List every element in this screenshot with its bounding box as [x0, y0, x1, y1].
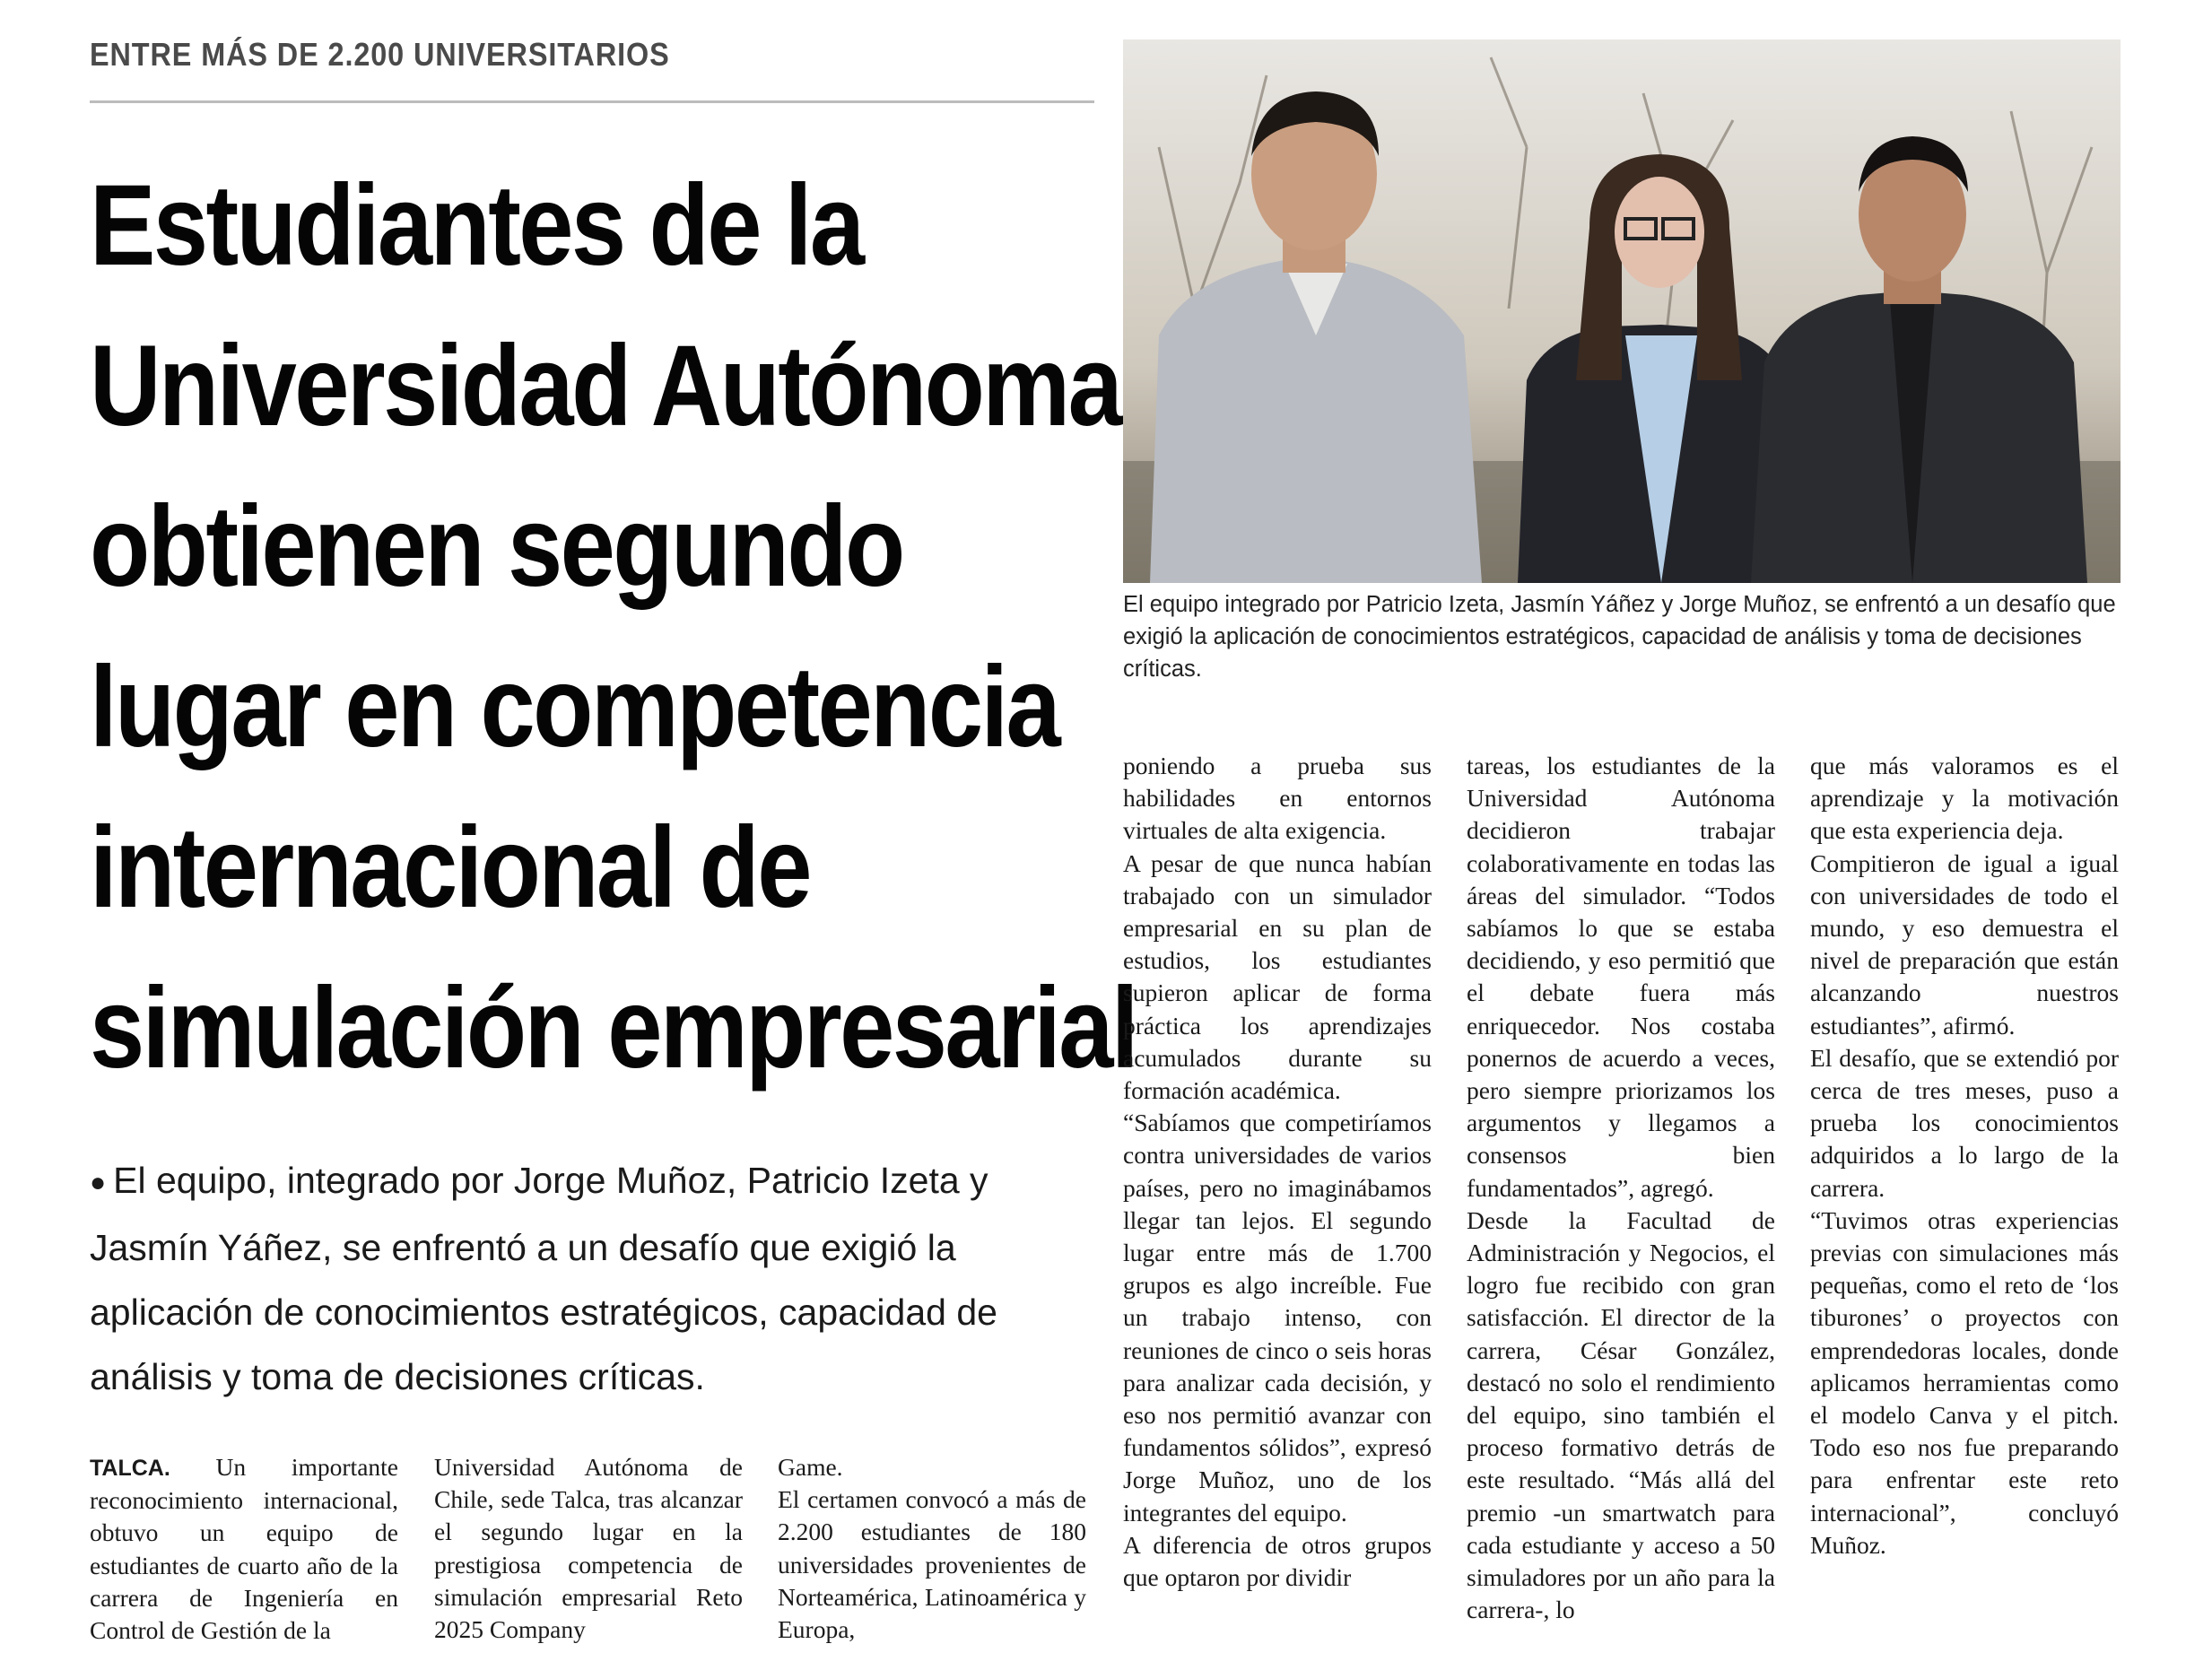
- paragraph: que más valoramos es el aprendizaje y la motivación que esta experiencia deja.: [1810, 752, 2119, 845]
- summary-text: El equipo, integrado por Jorge Muñoz, Patricio Izeta y Jasmín Yáñez, se enfrentó a un desafío que exigió la aplicación de conocimientos estratégicos, capacidad de análisis y toma de decisiones críticas.: [90, 1160, 997, 1398]
- paragraph: Game.: [778, 1453, 843, 1481]
- kicker-rule: [90, 100, 1094, 103]
- paragraph: Universidad Autónoma de Chile, sede Talca, tras alcanzar el segundo lugar en la prestigiosa competencia de simulación empresarial Reto 2025 Company: [434, 1453, 743, 1644]
- photo-caption: El equipo integrado por Patricio Izeta, Jasmín Yáñez y Jorge Muñoz, se enfrentó a un desafío que exigió la aplicación de conocimientos estratégicos, capacidad de análisis y toma de decisiones críticas.: [1123, 592, 2116, 682]
- article-column-6: [1810, 750, 2119, 1561]
- paragraph: poniendo a prueba sus habilidades en entornos virtuales de alta exigencia.: [1123, 752, 1432, 845]
- paragraph: tareas, los estudiantes de la Universidad Autónoma decidieron trabajar colaborativamente en todas las áreas del simulador. “Todos sabíamos lo que se estaba decidiendo, y eso permitió que el debate fuera más enriquecedor. Nos costaba ponernos de acuerdo a veces, pero siempre priorizamos los argumentos y llegamos a consensos bien fundamentados”, agregó.: [1467, 752, 1775, 1202]
- article-column-2: [434, 1451, 743, 1646]
- paragraph-text: Un importante reconocimiento internacional, obtuvo un equipo de estudiantes de cuarto año de la carrera de Ingeniería en Control de Gestión de la: [90, 1453, 398, 1645]
- team-photo: [1123, 39, 2121, 583]
- article-column-4: [1123, 750, 1432, 1594]
- headline-line: Universidad Autónoma: [90, 322, 1121, 450]
- bullet-icon: ●: [90, 1168, 107, 1198]
- headline-line: internacional de: [90, 804, 810, 932]
- paragraph: Compitieron de igual a igual con universidades de todo el mundo, y eso demuestra el nivel de preparación que están alcanzando nuestros estudiantes”, afirmó.: [1810, 848, 2119, 1039]
- article-column-1: [90, 1451, 398, 1647]
- paragraph: “Sabíamos que competiríamos contra universidades de varios países, pero no imaginábamos llegar tan lejos. El segundo lugar entre más de 1.700 grupos es algo increíble. Fue un trabajo intenso, con reuniones de cinco o seis horas para analizar cada decisión, y eso nos permitió avanzar con fundamentos sólidos”, expresó Jorge Muñoz, uno de los integrantes del equipo.: [1123, 1109, 1432, 1526]
- headline-line: lugar en competencia: [90, 643, 1059, 771]
- headline: [90, 145, 1136, 1109]
- headline-line: Estudiantes de la: [90, 161, 863, 290]
- article-column-3: [778, 1451, 1086, 1646]
- article-column-5: [1467, 750, 1775, 1626]
- paragraph: “Tuvimos otras experiencias previas con simulaciones más pequeñas, como el reto de ‘los tiburones’ o proyectos con emprendedoras locales, donde aplicamos herramientas como el modelo Canva y el pitch. Todo eso nos fue preparando para enfrentar este reto internacional”, concluyó Muñoz.: [1810, 1205, 2119, 1559]
- paragraph: [90, 1451, 398, 1647]
- headline-line: simulación empresarial: [90, 964, 1136, 1092]
- paragraph: A diferencia de otros grupos que optaron por dividir: [1123, 1530, 1432, 1592]
- paragraph: A pesar de que nunca habían trabajado con un simulador empresarial en su plan de estudios, los estudiantes supieron aplicar de forma práctica los aprendizajes acumulados durante su formación académica.: [1123, 848, 1432, 1105]
- summary: [90, 1148, 1094, 1409]
- headline-line: obtienen segundo: [90, 483, 903, 611]
- dateline: TALCA.: [90, 1456, 170, 1481]
- paragraph: El desafío, que se extendió por cerca de tres meses, puso a prueba los conocimientos adquiridos a lo largo de la carrera.: [1810, 1043, 2119, 1202]
- paragraph: El certamen convocó a más de 2.200 estudiantes de 180 universidades provenientes de Norteamérica, Latinoamérica y Europa,: [778, 1485, 1086, 1644]
- paragraph: Desde la Facultad de Administración y Negocios, el logro fue recibido con gran satisfacción. El director de la carrera, César González, destacó no solo el rendimiento del equipo, sino también el proceso formativo detrás de este resultado. “Más allá del premio -un smartwatch para cada estudiante y acceso a 50 simuladores por un año para la carrera-, lo: [1467, 1205, 1775, 1624]
- team-photo-illustration: [1123, 39, 2121, 583]
- kicker: ENTRE MÁS DE 2.200 UNIVERSITARIOS: [90, 36, 670, 73]
